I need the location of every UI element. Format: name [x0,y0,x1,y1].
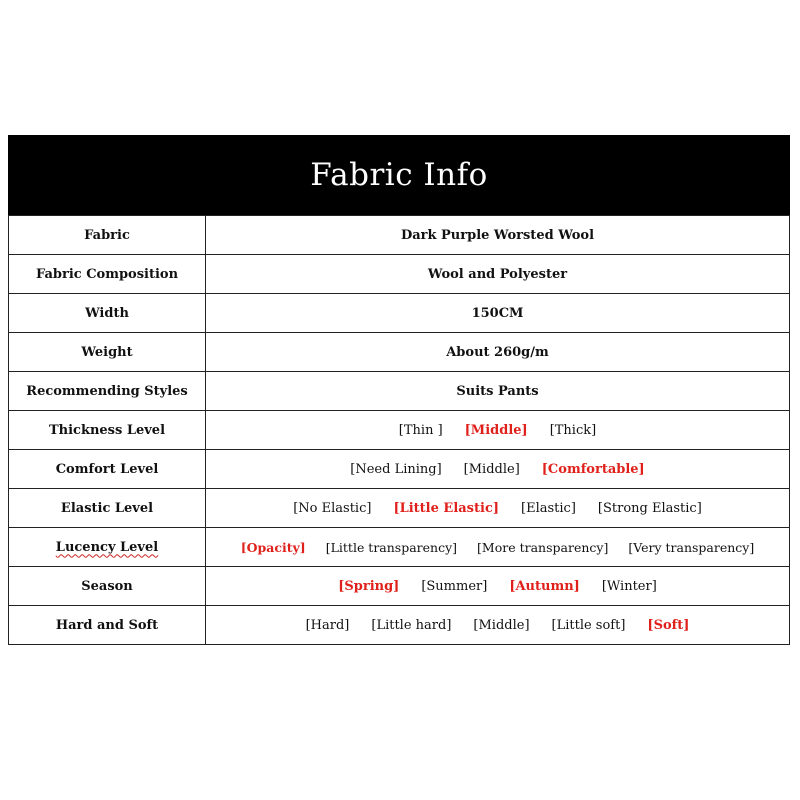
option: [Little hard] [371,617,452,633]
option: [Little transparency] [325,539,458,555]
options-cell [206,567,790,606]
option: [Very transparency] [628,539,755,555]
option: [More transparency] [477,539,609,555]
row-value: Suits Pants [206,372,790,411]
row-label: Fabric Composition [9,255,206,294]
option: [Elastic] [521,500,576,516]
table-row [9,372,790,411]
options-group [206,501,789,516]
option: [Thin ] [398,422,443,438]
table-row [9,255,790,294]
option: [Hard] [305,617,350,633]
options-group [206,462,789,477]
row-label [9,528,206,567]
options-cell [206,606,790,645]
options-cell [206,411,790,450]
table-row [9,528,790,567]
options-cell [206,528,790,567]
option: [Opacity] [240,539,306,555]
fabric-info-sheet [8,135,790,645]
option: [Comfortable] [541,461,645,477]
table-row [9,489,790,528]
options-group [206,618,789,633]
table-row [9,450,790,489]
option: [Middle] [473,617,530,633]
table-row [9,294,790,333]
option: [Soft] [647,617,690,633]
table-row [9,567,790,606]
row-value: About 260g/m [206,333,790,372]
row-label: Comfort Level [9,450,206,489]
table-row [9,216,790,255]
option: [Middle] [463,461,520,477]
row-label: Fabric [9,216,206,255]
option: [No Elastic] [293,500,372,516]
row-label: Weight [9,333,206,372]
option: [Spring] [338,578,400,594]
table-row [9,606,790,645]
table-row [9,411,790,450]
option: [Winter] [601,578,657,594]
fabric-info-table [8,215,790,645]
options-group [206,579,789,594]
options-cell [206,450,790,489]
row-value: Dark Purple Worsted Wool [206,216,790,255]
row-label: Hard and Soft [9,606,206,645]
option: [Summer] [421,578,488,594]
title-banner [8,135,790,215]
options-cell [206,489,790,528]
option: [Little soft] [551,617,626,633]
row-label: Thickness Level [9,411,206,450]
option: [Thick] [549,422,597,438]
row-label: Elastic Level [9,489,206,528]
option: [Need Lining] [350,461,442,477]
option: [Autumn] [509,578,580,594]
option: [Strong Elastic] [597,500,702,516]
option: [Middle] [464,422,528,438]
row-value: 150CM [206,294,790,333]
row-value: Wool and Polyester [206,255,790,294]
row-label: Width [9,294,206,333]
table-row [9,333,790,372]
row-label: Recommending Styles [9,372,206,411]
option: [Little Elastic] [393,500,500,516]
row-label-text: Lucency Level [55,539,159,555]
options-group [206,540,789,555]
row-label: Season [9,567,206,606]
options-group [206,423,789,438]
page-title: Fabric Info [310,157,488,193]
